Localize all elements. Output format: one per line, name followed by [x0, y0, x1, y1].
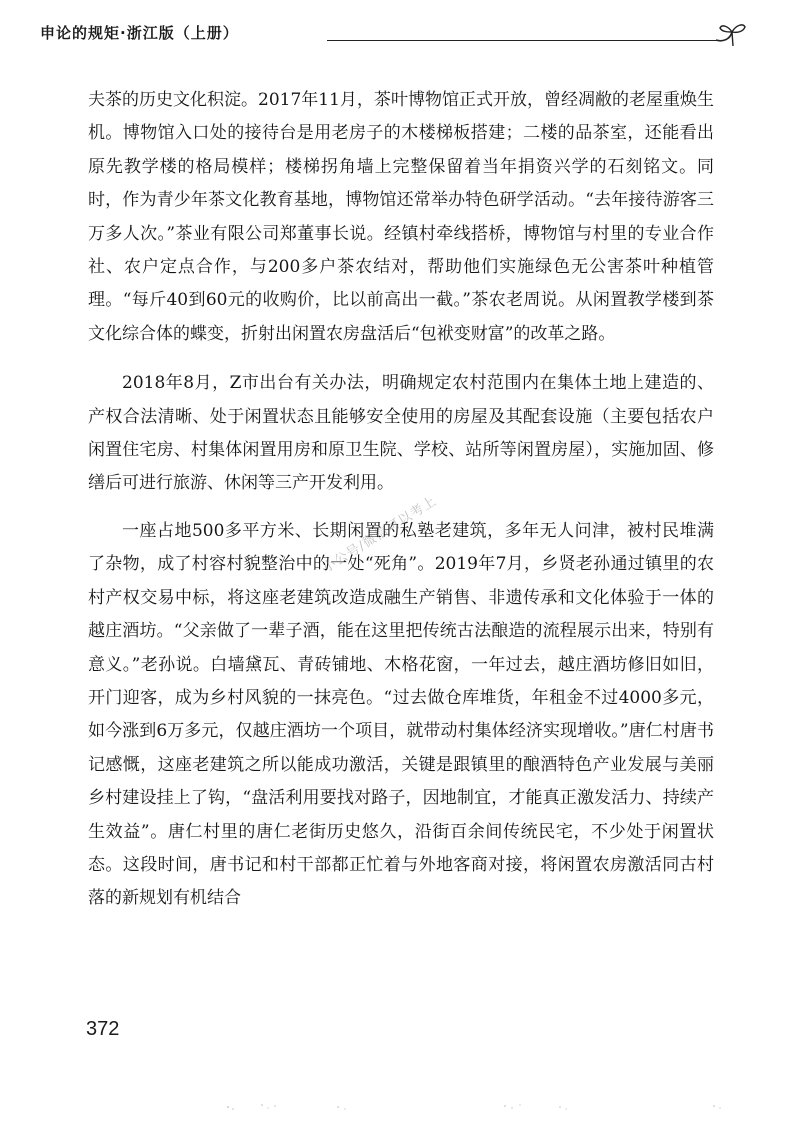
paragraph-1: 夫茶的历史文化积淀。2017年11月，茶叶博物馆正式开放，曾经凋敝的老屋重焕生机。博物馆入口处的接待台是用老房子的木楼梯板搭建；二楼的品茶室，还能看出原先教学楼的格局模样；楼梯拐角墙上完整保留着当年捐资兴学的石刻铭文。同时，作为青少年茶文化教育基地，博物馆还常举办特色研学活动。“去年接待游客三万多人次。”茶业有限公司郑董事长说。经镇村牵线搭桥，博物馆与村里的专业合作社、农户定点合作，与200多户茶农结对，帮助他们实施绿色无公害茶叶种植管理。“每斤40到60元的收购价，比以前高出一截。”茶农老周说。从闲置教学楼到茶文化综合体的蝶变，折射出闲置农房盘活后“包袱变财富”的改革之路。 [88, 90, 714, 344]
paragraph-2: 2018年8月，Z市出台有关办法，明确规定农村范围内在集体土地上建造的、产权合法清晰、处于闲置状态且能够安全使用的房屋及其配套设施（主要包括农户闲置住宅房、村集体闲置用房和原卫生院、学校、站所等闲置房屋），实施加固、修缮后可进行旅游、休闲等三产开发利用。 [88, 373, 714, 494]
scan-noise [0, 1095, 800, 1125]
page-number: 372 [86, 1018, 120, 1040]
header-rule [327, 40, 720, 41]
book-title: 申论的规矩·浙江版（上册） [40, 24, 239, 42]
sprout-icon [712, 20, 750, 50]
watermark: 小公号/微信可以考上 [320, 493, 440, 577]
article-body [88, 84, 714, 932]
paragraph-3: 一座占地500多平方米、长期闲置的私塾老建筑，多年无人问津，被村民堆满了杂物，成了村容村貌整治中的一处“死角”。2019年7月，乡贤老孙通过镇里的农村产权交易中标，将这座老建筑改造成融生产销售、非遗传承和文化体验于一体的越庄酒坊。“父亲做了一辈子酒，能在这里把传统古法酿造的流程展示出来，特别有意义。”老孙说。白墙黛瓦、青砖铺地、木格花窗，一年过去，越庄酒坊修旧如旧，开门迎客，成为乡村风貌的一抹亮色。“过去做仓库堆货，年租金不过4000多元，如今涨到6万多元，仅越庄酒坊一个项目，就带动村集体经济实现增收。”唐仁村唐书记感慨，这座老建筑之所以能成功激活，关键是跟镇里的酿酒特色产业发展与美丽乡村建设挂上了钩，“盘活利用要找对路子，因地制宜，才能真正激发活力、持续产生效益”。唐仁村里的唐仁老街历史悠久，沿街百余间传统民宅，不少处于闲置状态。这段时间，唐书记和村干部都正忙着与外地客商对接，将闲置农房激活同古村落的新规划有机结合 [88, 520, 714, 909]
running-header [40, 20, 740, 52]
